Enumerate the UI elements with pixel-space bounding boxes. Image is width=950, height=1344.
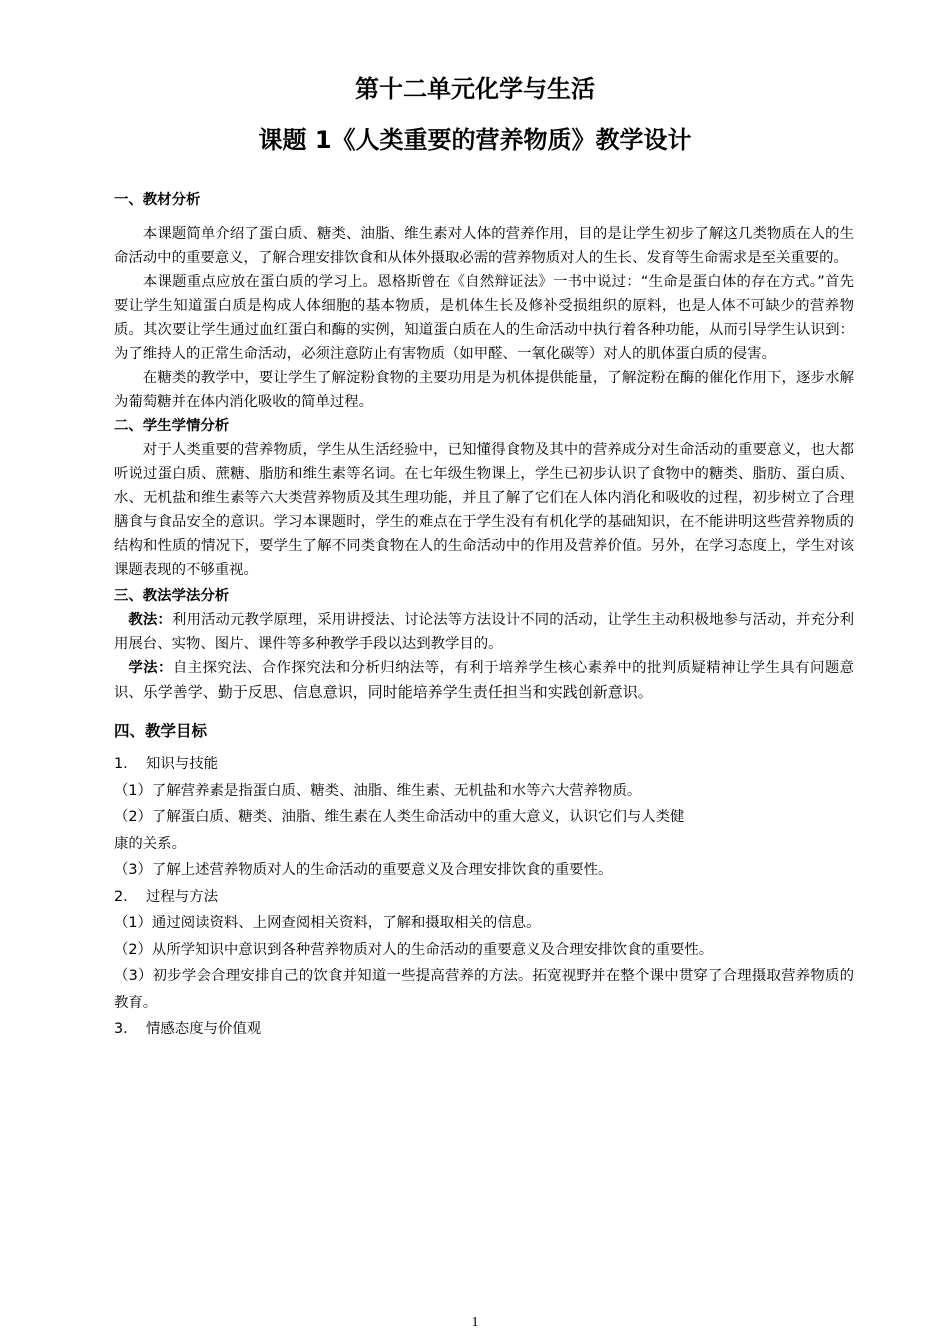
list-item: （2）了解蛋白质、糖类、油脂、维生素在人类生命活动中的重大意义，认识它们与人类健: [114, 809, 685, 825]
page-number: 1: [471, 1315, 479, 1330]
teaching-method-paragraph: [114, 608, 854, 656]
objective-group-label: 1. 知识与技能: [114, 756, 218, 772]
lesson-title: 课题 1《人类重要的营养物质》教学设计: [258, 126, 692, 154]
section-heading-methods: 三、教法学法分析: [114, 588, 230, 604]
list-item: 康的关系。: [114, 835, 186, 852]
section-heading-objectives: 四、教学目标: [114, 722, 208, 740]
list-item: （1）通过阅读资料、上网查阅相关资料，了解和摄取相关的信息。: [114, 915, 541, 931]
list-item: （3）了解上述营养物质对人的生命活动的重要意义及合理安排饮食的重要性。: [114, 862, 613, 878]
learning-method-paragraph: [114, 656, 854, 705]
paragraph: 对于人类重要的营养物质，学生从生活经验中，已知懂得食物及其中的营养成分对生命活动的重要意义，也大都听说过蛋白质、蔗糖、脂肪和维生素等名词。在七年级生物课上，学生已初步认识了食物中的糖类、脂肪、蛋白质、水、无机盐和维生素等六大类营养物质及其生理功能，并且了解了它们在人体内消化和吸收的过程，初步树立了合理膳食与食品安全的意识。学习本课题时，学生的难点在于学生没有有机化学的基础知识，在不能讲明这些营养物质的结构和性质的情况下，要学生了解不同类食物在人的生命活动中的作用及营养价值。另外，在学习态度上，学生对该课题表现的不够重视。: [114, 442, 854, 578]
teaching-method-label: 教法：: [128, 612, 172, 628]
objective-group-label: 2. 过程与方法: [114, 888, 218, 905]
list-item: （1）了解营养素是指蛋白质、糖类、油脂、维生素、无机盐和水等六大营养物质。: [114, 782, 642, 799]
objective-group-label: 3. 情感态度与价值观: [114, 1021, 262, 1037]
unit-title: 第十二单元化学与生活: [355, 75, 595, 103]
list-item: （3）初步学会合理安排自己的饮食并知道一些提高营养的方法。拓宽视野并在整个课中贯穿了合理摄取营养物质的教育。: [114, 968, 854, 1011]
learning-method-text: 自主探究法、合作探究法和分析归纳法等，有利于培养学生核心素养中的批判质疑精神让学生具有问题意识、: [114, 660, 854, 701]
paragraph: 在糖类的教学中，要让学生了解淀粉食物的主要功用是为机体提供能量，了解淀粉在酶的催化作用下，逐步水解为葡萄糖并在体内消化吸收的简单过程。: [114, 370, 854, 410]
section-heading-materials: 一、教材分析: [114, 192, 201, 208]
learning-method-label: 学法：: [128, 660, 173, 676]
section-heading-students: 二、学生学情分析: [114, 418, 230, 434]
paragraph: 本课题重点应放在蛋白质的学习上。恩格斯曾在《自然辩证法》一书中说过：“生命是蛋白体的存在方式。”首先要让学生知道蛋白质是构成人体细胞的基本物质，是机体生长及修补受损组织的原料，也是人体不可缺少的营养物质。其次要让学生通过血红蛋白和酶的实例，知道蛋白质在人的生命活动中执行着各种功能，从而引导学生认识到：为了维持人的正常生命活动，必须注意防止有害物质（如甲醛、一氧化碳等）对人的肌体蛋白质的侵害。: [114, 274, 854, 362]
teaching-method-text: 利用活动元教学原理，采用讲授法、讨论法等方法设计不同的活动，让学生主动积极地参与活动，并充分利用展台、实物、图片、课件等多种教学手段以达到教学目的。: [114, 612, 854, 652]
learning-method-text-2: 乐学善学、勤于反思、信息意识，同时能培养学生责任担当和实践创新意识。: [142, 683, 653, 701]
list-item: （2）从所学知识中意识到各种营养物质对人的生命活动的重要意义及合理安排饮食的重要性。: [114, 941, 714, 958]
document-body: [114, 188, 854, 1043]
paragraph: 本课题简单介绍了蛋白质、糖类、油脂、维生素对人体的营养作用，目的是让学生初步了解这几类物质在人的生命活动中的重要意义，了解合理安排饮食和从体外摄取必需的营养物质对人的生长、发育等生命需求是至关重要的。: [114, 226, 854, 266]
objectives-list: [114, 751, 854, 1043]
